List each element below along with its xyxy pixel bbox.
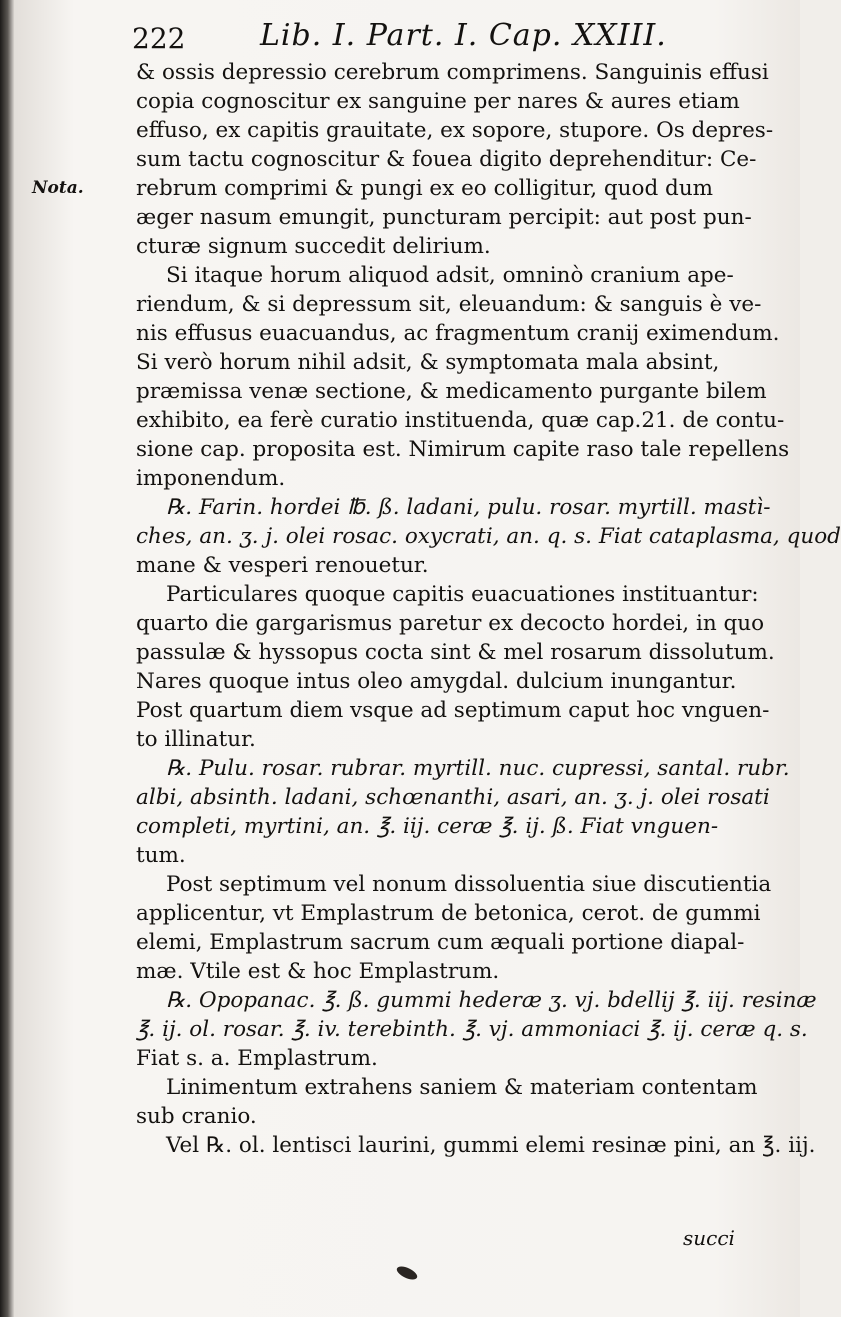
text-line: Nares quoque intus oleo amygdal. dulcium inungantur. (136, 669, 737, 694)
text-line: rebrum comprimi & pungi ex eo colligitur, quod dum (136, 176, 714, 201)
text-line: tum. (136, 843, 186, 868)
text-line: sub cranio. (136, 1104, 257, 1129)
recipe-line: albi, absinth. ladani, schœnanthi, asari, an. ʒ. j. olei rosati (136, 785, 770, 810)
text-line: Si verò horum nihil adsit, & symptomata mala absint, (136, 350, 720, 375)
text-line: elemi, Emplastrum sacrum cum æquali portione diapal- (136, 930, 745, 955)
text-line: Fiat s. a. Emplastrum. (136, 1046, 378, 1071)
recipe-line: completi, myrtini, an. ℥. iij. ceræ ℥. ij. ß. Fiat vnguen- (136, 814, 719, 839)
text-line: æger nasum emungit, puncturam percipit: aut post pun- (136, 205, 752, 230)
text-line: Particulares quoque capitis euacuationes instituantur: (166, 582, 759, 607)
text-line: sione cap. proposita est. Nimirum capite raso tale repellens (136, 437, 790, 462)
page-number: 222 (132, 22, 186, 55)
text-line: effuso, ex capitis grauitate, ex sopore, stupore. Os depres- (136, 118, 774, 143)
text-line: Vel ℞. ol. lentisci laurini, gummi elemi resinæ pini, an ℥. iij. (166, 1133, 816, 1158)
text-line: præmissa venæ sectione, & medicamento purgante bilem (136, 379, 767, 404)
recipe-line: ℞. Opopanac. ℥. ß. gummi hederæ ʒ. vj. bdellij ℥. iij. resinæ (166, 988, 817, 1013)
catchword: succi (683, 1226, 735, 1250)
page-gutter-shadow (0, 0, 14, 1317)
body-text (136, 58, 841, 1160)
text-line: mæ. Vtile est & hoc Emplastrum. (136, 959, 500, 984)
text-line: copia cognoscitur ex sanguine per nares & aures etiam (136, 89, 740, 114)
text-line: Si itaque horum aliquod adsit, omninò cranium ape- (166, 263, 734, 288)
margin-note: Nota. (32, 178, 84, 198)
recipe-line: ℞. Farin. hordei ℔. ß. ladani, pulu. rosar. myrtill. mastì- (166, 495, 771, 520)
text-line: Linimentum extrahens saniem & materiam contentam (166, 1075, 758, 1100)
running-head: Lib. I. Part. I. Cap. XXIII. (260, 18, 667, 53)
text-line: quarto die gargarismus paretur ex decocto hordei, in quo (136, 611, 765, 636)
text-line: nis effusus euacuandus, ac fragmentum cranij eximendum. (136, 321, 780, 346)
text-line: applicentur, vt Emplastrum de betonica, cerot. de gummi (136, 901, 761, 926)
text-line: exhibito, ea ferè curatio instituenda, quæ cap.21. de contu- (136, 408, 785, 433)
text-line: riendum, & si depressum sit, eleuandum: & sanguis è ve- (136, 292, 762, 317)
text-line: imponendum. (136, 466, 286, 491)
text-line: Post quartum diem vsque ad septimum caput hoc vnguen- (136, 698, 770, 723)
recipe-line: ℥. ij. ol. rosar. ℥. iv. terebinth. ℥. vj. ammoniaci ℥. ij. ceræ q. s. (136, 1017, 808, 1042)
text-line: to illinatur. (136, 727, 256, 752)
text-line: Post septimum vel nonum dissoluentia siue discutientia (166, 872, 772, 897)
text-line: passulæ & hyssopus cocta sint & mel rosarum dissolutum. (136, 640, 775, 665)
page-header (132, 18, 792, 62)
recipe-line: ℞. Pulu. rosar. rubrar. myrtill. nuc. cupressi, santal. rubr. (166, 756, 790, 781)
recipe-line: ches, an. ʒ. j. olei rosac. oxycrati, an. q. s. Fiat cataplasma, quod (136, 524, 841, 549)
text-line: mane & vesperi renouetur. (136, 553, 429, 578)
text-line: sum tactu cognoscitur & fouea digito deprehenditur: Ce- (136, 147, 757, 172)
text-line: & ossis depressio cerebrum comprimens. Sanguinis effusi (136, 60, 769, 85)
text-line: cturæ signum succedit delirium. (136, 234, 491, 259)
